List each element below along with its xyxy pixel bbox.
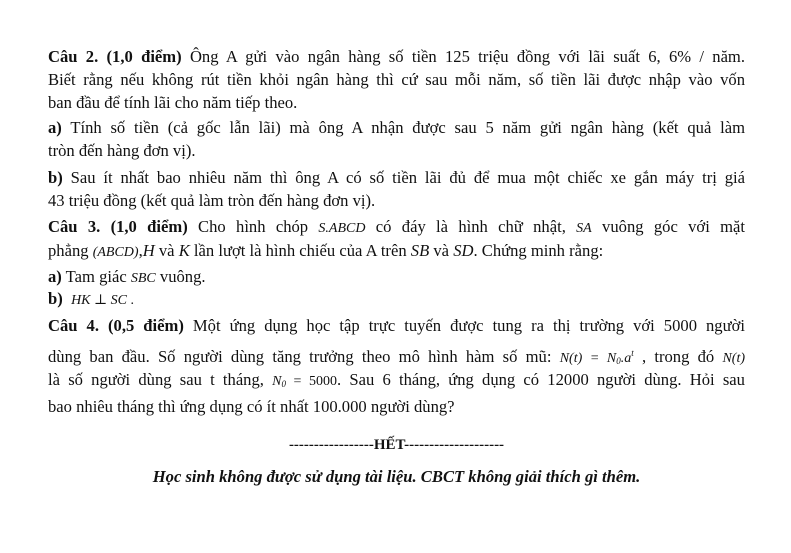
q2b-line-2: 43 triệu đồng (kết quả làm tròn đến hàng đơn vị). [48, 191, 376, 210]
q2b-line-1: b) Sau ít nhất bao nhiêu năm thì ông A có số tiền lãi đủ để mua một chiếc xe gắn máy trị giá [48, 168, 745, 187]
footer-note: Học sinh không được sử dụng tài liệu. CBCT không giải thích gì thêm. [152, 467, 641, 486]
math-nt: N(t) [722, 351, 746, 366]
math-k: K [178, 241, 190, 260]
q4-line-1: Câu 4. (0,5 điểm) Một ứng dụng học tập trực tuyến được tung ra thị trường với 5000 người [48, 316, 745, 335]
math-triangle: SBC [130, 271, 156, 286]
math-h: H [142, 241, 155, 260]
q2a-line-1: a) Tính số tiền (cả gốc lẫn lãi) mà ông A nhận được sau 5 năm gửi ngân hàng (kết quả làm [48, 118, 745, 137]
q4-line-3: là số người dùng sau t tháng, $N_0 = 5000$. Sau 6 tháng, ứng dụng có 12000 người dùng. Hỏi sau [48, 370, 745, 389]
q2a-label: a) [48, 118, 62, 137]
q2-line-3: ban đầu để tính lãi cho năm tiếp theo. [48, 93, 298, 112]
math-formula: $N(t) = N_0.a^t$ [559, 348, 634, 366]
q2-line-1: Câu 2. (1,0 điểm) Ông A gửi vào ngân hàng số tiền 125 triệu đồng với lãi suất 6, 6% / năm. [48, 47, 745, 66]
math-sd: SD [453, 241, 474, 260]
math-n0: $N_0$ [272, 374, 286, 389]
end-marker: -----------------HẾT-------------------- [288, 437, 505, 453]
math-plane: (ABCD) [92, 245, 139, 260]
math-sb: SB [410, 241, 430, 260]
q2-label: Câu 2. (1,0 điểm) [48, 47, 182, 66]
math-pyramid: S.ABCD [318, 221, 366, 236]
q3-label: Câu 3. (1,0 điểm) [48, 217, 188, 236]
q3-line-2: phẳng (ABCD),H và K lần lượt là hình chiếu của A trên SB và SD. Chứng minh rằng: [48, 241, 604, 260]
q4-label: Câu 4. (0,5 điểm) [48, 316, 184, 335]
q3b-label: b) [48, 289, 63, 308]
q2-line-2: Biết rằng nếu không rút tiền khỏi ngân hàng thì cứ sau mỗi năm, số tiền lãi được nhập vào vốn [48, 70, 745, 89]
q4-line-4: bao nhiêu tháng thì ứng dụng có ít nhất 100.000 người dùng? [48, 397, 455, 416]
q3b-line: b) HK ⊥ SC . [48, 289, 135, 308]
math-perpendicular: HK ⊥ SC [71, 293, 128, 308]
q3a-label: a) [48, 267, 62, 286]
q2a-line-2: tròn đến hàng đơn vị). [48, 141, 196, 160]
math-sa: SA [576, 221, 592, 236]
q3-line-1: Câu 3. (1,0 điểm) Cho hình chóp S.ABCD có đáy là hình chữ nhật, SA vuông góc với mặt [48, 217, 746, 236]
q2b-label: b) [48, 168, 63, 187]
q4-line-2: dùng ban đầu. Số người dùng tăng trưởng theo mô hình hàm số mũ: $N(t) = N_0.a^t$ , trong đó N(t) [48, 347, 746, 366]
q3a-line: a) Tam giác SBC vuông. [48, 267, 206, 286]
